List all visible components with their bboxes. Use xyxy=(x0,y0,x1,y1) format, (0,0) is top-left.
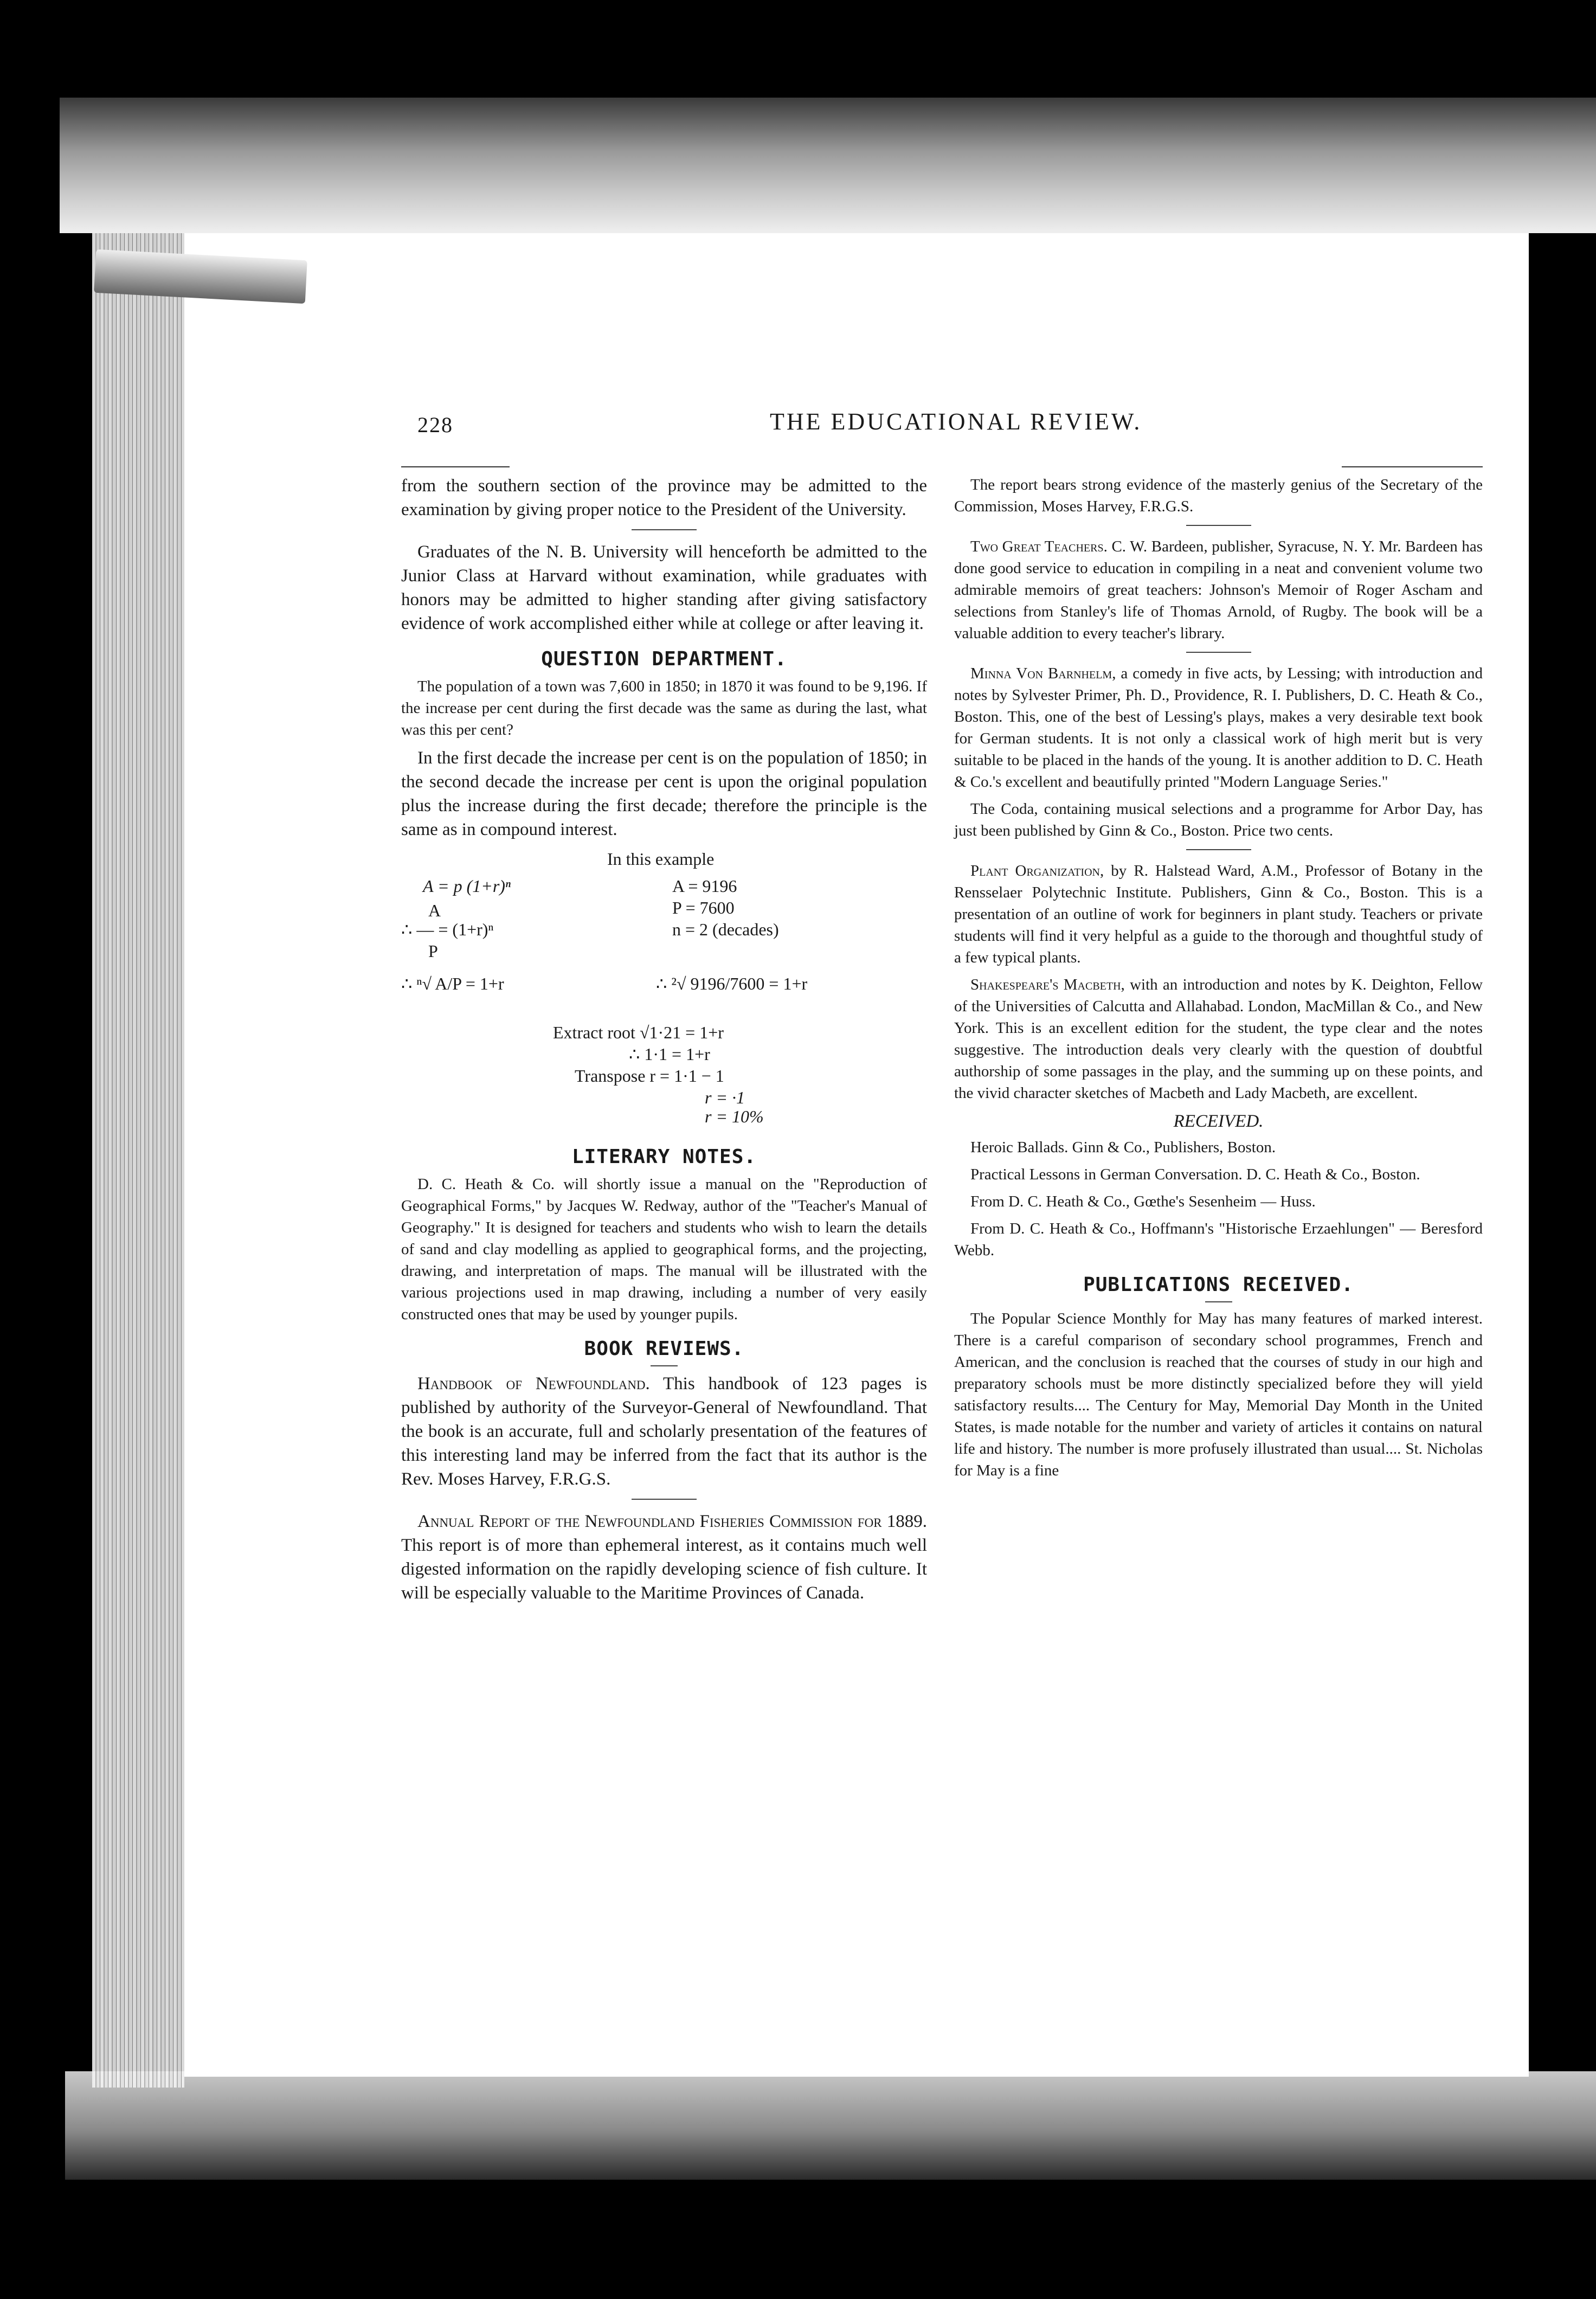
review-entry xyxy=(954,860,1483,968)
header-rule xyxy=(401,466,510,467)
paragraph: from the southern section of the province may be admitted to the examination by giving proper notice to the President of the University. xyxy=(401,476,927,519)
math-line: ∴ ²√ 9196/7600 = 1+r xyxy=(656,974,808,993)
review-entry xyxy=(954,536,1483,644)
page-number: 228 xyxy=(417,413,453,437)
math-line: n = 2 (decades) xyxy=(672,920,779,939)
review-title: Minna Von Barnhelm, xyxy=(970,665,1116,682)
math-line: ∴ ⁿ√ A/P = 1+r xyxy=(401,974,504,993)
review-title: Handbook of Newfoundland. xyxy=(417,1374,650,1393)
math-line: A xyxy=(428,901,441,920)
received-item: From D. C. Heath & Co., Gœthe's Sesenheim — Huss. xyxy=(970,1193,1316,1210)
scan-bottom-shadow xyxy=(65,2071,1596,2180)
received-item: Practical Lessons in German Conversation. D. C. Heath & Co., Boston. xyxy=(970,1166,1420,1183)
review-title: Shakespeare's Macbeth, xyxy=(970,976,1125,993)
divider xyxy=(1205,1301,1232,1302)
paragraph: The Coda, containing musical selections and a programme for Arbor Day, has just been published by Ginn & Co., Boston. Price two cents. xyxy=(954,800,1483,839)
section-heading: PUBLICATIONS RECEIVED. xyxy=(1083,1274,1354,1296)
answer-text: In the first decade the increase per cent is on the population of 1850; in the second decade the increase per cent is upon the original population plus the increase during the first decade; therefore the principle is the same as in compound interest. xyxy=(401,748,927,839)
math-intro: In this example xyxy=(607,849,715,869)
paragraph: D. C. Heath & Co. will shortly issue a manual on the "Reproduction of Geographical Forms," by Jacques W. Redway, author of the "Teacher's Manual of Geography." It is designed for teachers and students who wish to learn the details of sand and clay modelling as applied to geographical forms, and the projecting, drawing, and interpretation of maps. The manual will be illustrated with the various projections used in map drawing, including a number of very easily constructed ones that may be used by younger pupils. xyxy=(401,1176,927,1323)
left-column xyxy=(401,466,927,1610)
divider xyxy=(632,529,697,530)
math-line: r = 10% xyxy=(705,1107,764,1126)
received-item: Heroic Ballads. Ginn & Co., Publishers, Boston. xyxy=(970,1139,1276,1156)
received-item: From D. C. Heath & Co., Hoffmann's "Historische Erzaehlungen" — Beresford Webb. xyxy=(954,1220,1483,1259)
scan-top-shadow xyxy=(60,98,1596,233)
divider xyxy=(1186,652,1251,653)
divider xyxy=(632,1499,697,1500)
review-title: Plant Organization, xyxy=(970,862,1104,879)
math-line: A = p (1+r)ⁿ xyxy=(423,876,511,896)
divider xyxy=(1186,525,1251,526)
review-title: Two Great Teachers. xyxy=(970,538,1108,555)
review-title: Annual Report of the Newfoundland Fisheries Commission for 1889. xyxy=(417,1512,927,1531)
section-heading: BOOK REVIEWS. xyxy=(584,1338,744,1360)
question-text: The population of a town was 7,600 in 1850; in 1870 it was found to be 9,196. If the increase per cent during the first decade was the same as during the last, what was this per cent? xyxy=(401,678,927,738)
divider xyxy=(651,1365,678,1366)
section-heading: LITERARY NOTES. xyxy=(571,1146,757,1168)
review-entry xyxy=(954,974,1483,1104)
math-line: Transpose r = 1·1 − 1 xyxy=(575,1066,724,1086)
review-entry xyxy=(401,1510,927,1605)
math-line: P xyxy=(428,941,438,961)
review-body: with an introduction and notes by K. Deighton, Fellow of the Universities of Calcutta and Allahabad. London, MacMillan & Co., and New York. This is an excellent edition for the student, the type clear and the notes suggestive. The introduction deals very clearly with the question of doubtful authorship of some passages in the play, and the summing up on these points, and the vivid character sketches of Macbeth and Lady Macbeth, are excellent. xyxy=(954,976,1483,1102)
math-line: P = 7600 xyxy=(672,898,735,917)
math-line: ∴ 1·1 = 1+r xyxy=(629,1044,710,1064)
review-body: by R. Halstead Ward, A.M., Professor of Botany in the Rensselaer Polytechnic Institute. Publishers, Ginn & Co., Boston. This is a presentation of an outline of work for beginners in plant study. Teachers or private students will find it very helpful as a guide to the thorough and thoughtful study of a few typical plants. xyxy=(954,862,1483,966)
review-body: This report is of more than ephemeral interest, as it contains much well digested information on the rapidly developing science of fish culture. It will be especially valuable to the Maritime Provinces of Canada. xyxy=(401,1536,927,1603)
page-edges xyxy=(92,233,184,2088)
math-line: r = ·1 xyxy=(705,1088,745,1107)
paragraph: The report bears strong evidence of the masterly genius of the Secretary of the Commission, Moses Harvey, F.R.G.S. xyxy=(954,476,1483,515)
math-solution xyxy=(401,847,927,1126)
math-line: ∴ — = (1+r)ⁿ xyxy=(401,920,494,939)
math-line: A = 9196 xyxy=(672,876,737,896)
review-body: a comedy in five acts, by Lessing; with introduction and notes by Sylvester Primer, Ph. D., Providence, R. I. Publishers, D. C. Heath & Co., Boston. This, one of the best of Lessing's plays, makes a very desirable text book for German students. It is not only a classical work of high merit but is very suitable to be placed in the hands of the young. It is another addition to D. C. Heath & Co.'s excellent and beautifully printed "Modern Language Series." xyxy=(954,665,1483,791)
running-title: THE EDUCATIONAL REVIEW. xyxy=(770,408,1142,435)
review-entry xyxy=(954,663,1483,793)
review-body: This handbook of 123 pages is published by authority of the Surveyor-General of Newfoundland. That the book is an accurate, full and scholarly presentation of the features of this interesting land may be inferred from the fact that its author is the Rev. Moses Harvey, F.R.G.S. xyxy=(401,1374,928,1489)
header-rule xyxy=(1342,466,1483,467)
received-heading: RECEIVED. xyxy=(1173,1112,1264,1131)
divider xyxy=(1186,849,1251,850)
paragraph: The Popular Science Monthly for May has many features of marked interest. There is a careful comparison of secondary school programmes, French and American, and the conclusion is reached that the courses of study in our high and preparatory schools must be more distinctly specialized before they will yield satisfactory results.... The Century for May, Memorial Day Month in the United States, is made notable for the number and variety of articles it contains on natural life and history. The number is more profusely illustrated than usual.... St. Nicholas for May is a fine xyxy=(954,1310,1483,1479)
math-line: Extract root √1·21 = 1+r xyxy=(553,1023,724,1042)
review-entry xyxy=(401,1372,927,1491)
right-column xyxy=(954,466,1483,1487)
section-heading: QUESTION DEPARTMENT. xyxy=(541,648,787,670)
paragraph: Graduates of the N. B. University will henceforth be admitted to the Junior Class at Harvard without examination, while graduates with honors may be admitted to higher standing after giving satisfactory evidence of work accomplished either while at college or after leaving it. xyxy=(401,542,927,633)
review-body: C. W. Bardeen, publisher, Syracuse, N. Y. Mr. Bardeen has done good service to education in compiling in a neat and convenient volume two admirable memoirs of great teachers: Johnson's Memoir of Roger Ascham and selections from Stanley's life of Thomas Arnold, of Rugby. The book will be a valuable addition to every teacher's library. xyxy=(954,538,1483,642)
